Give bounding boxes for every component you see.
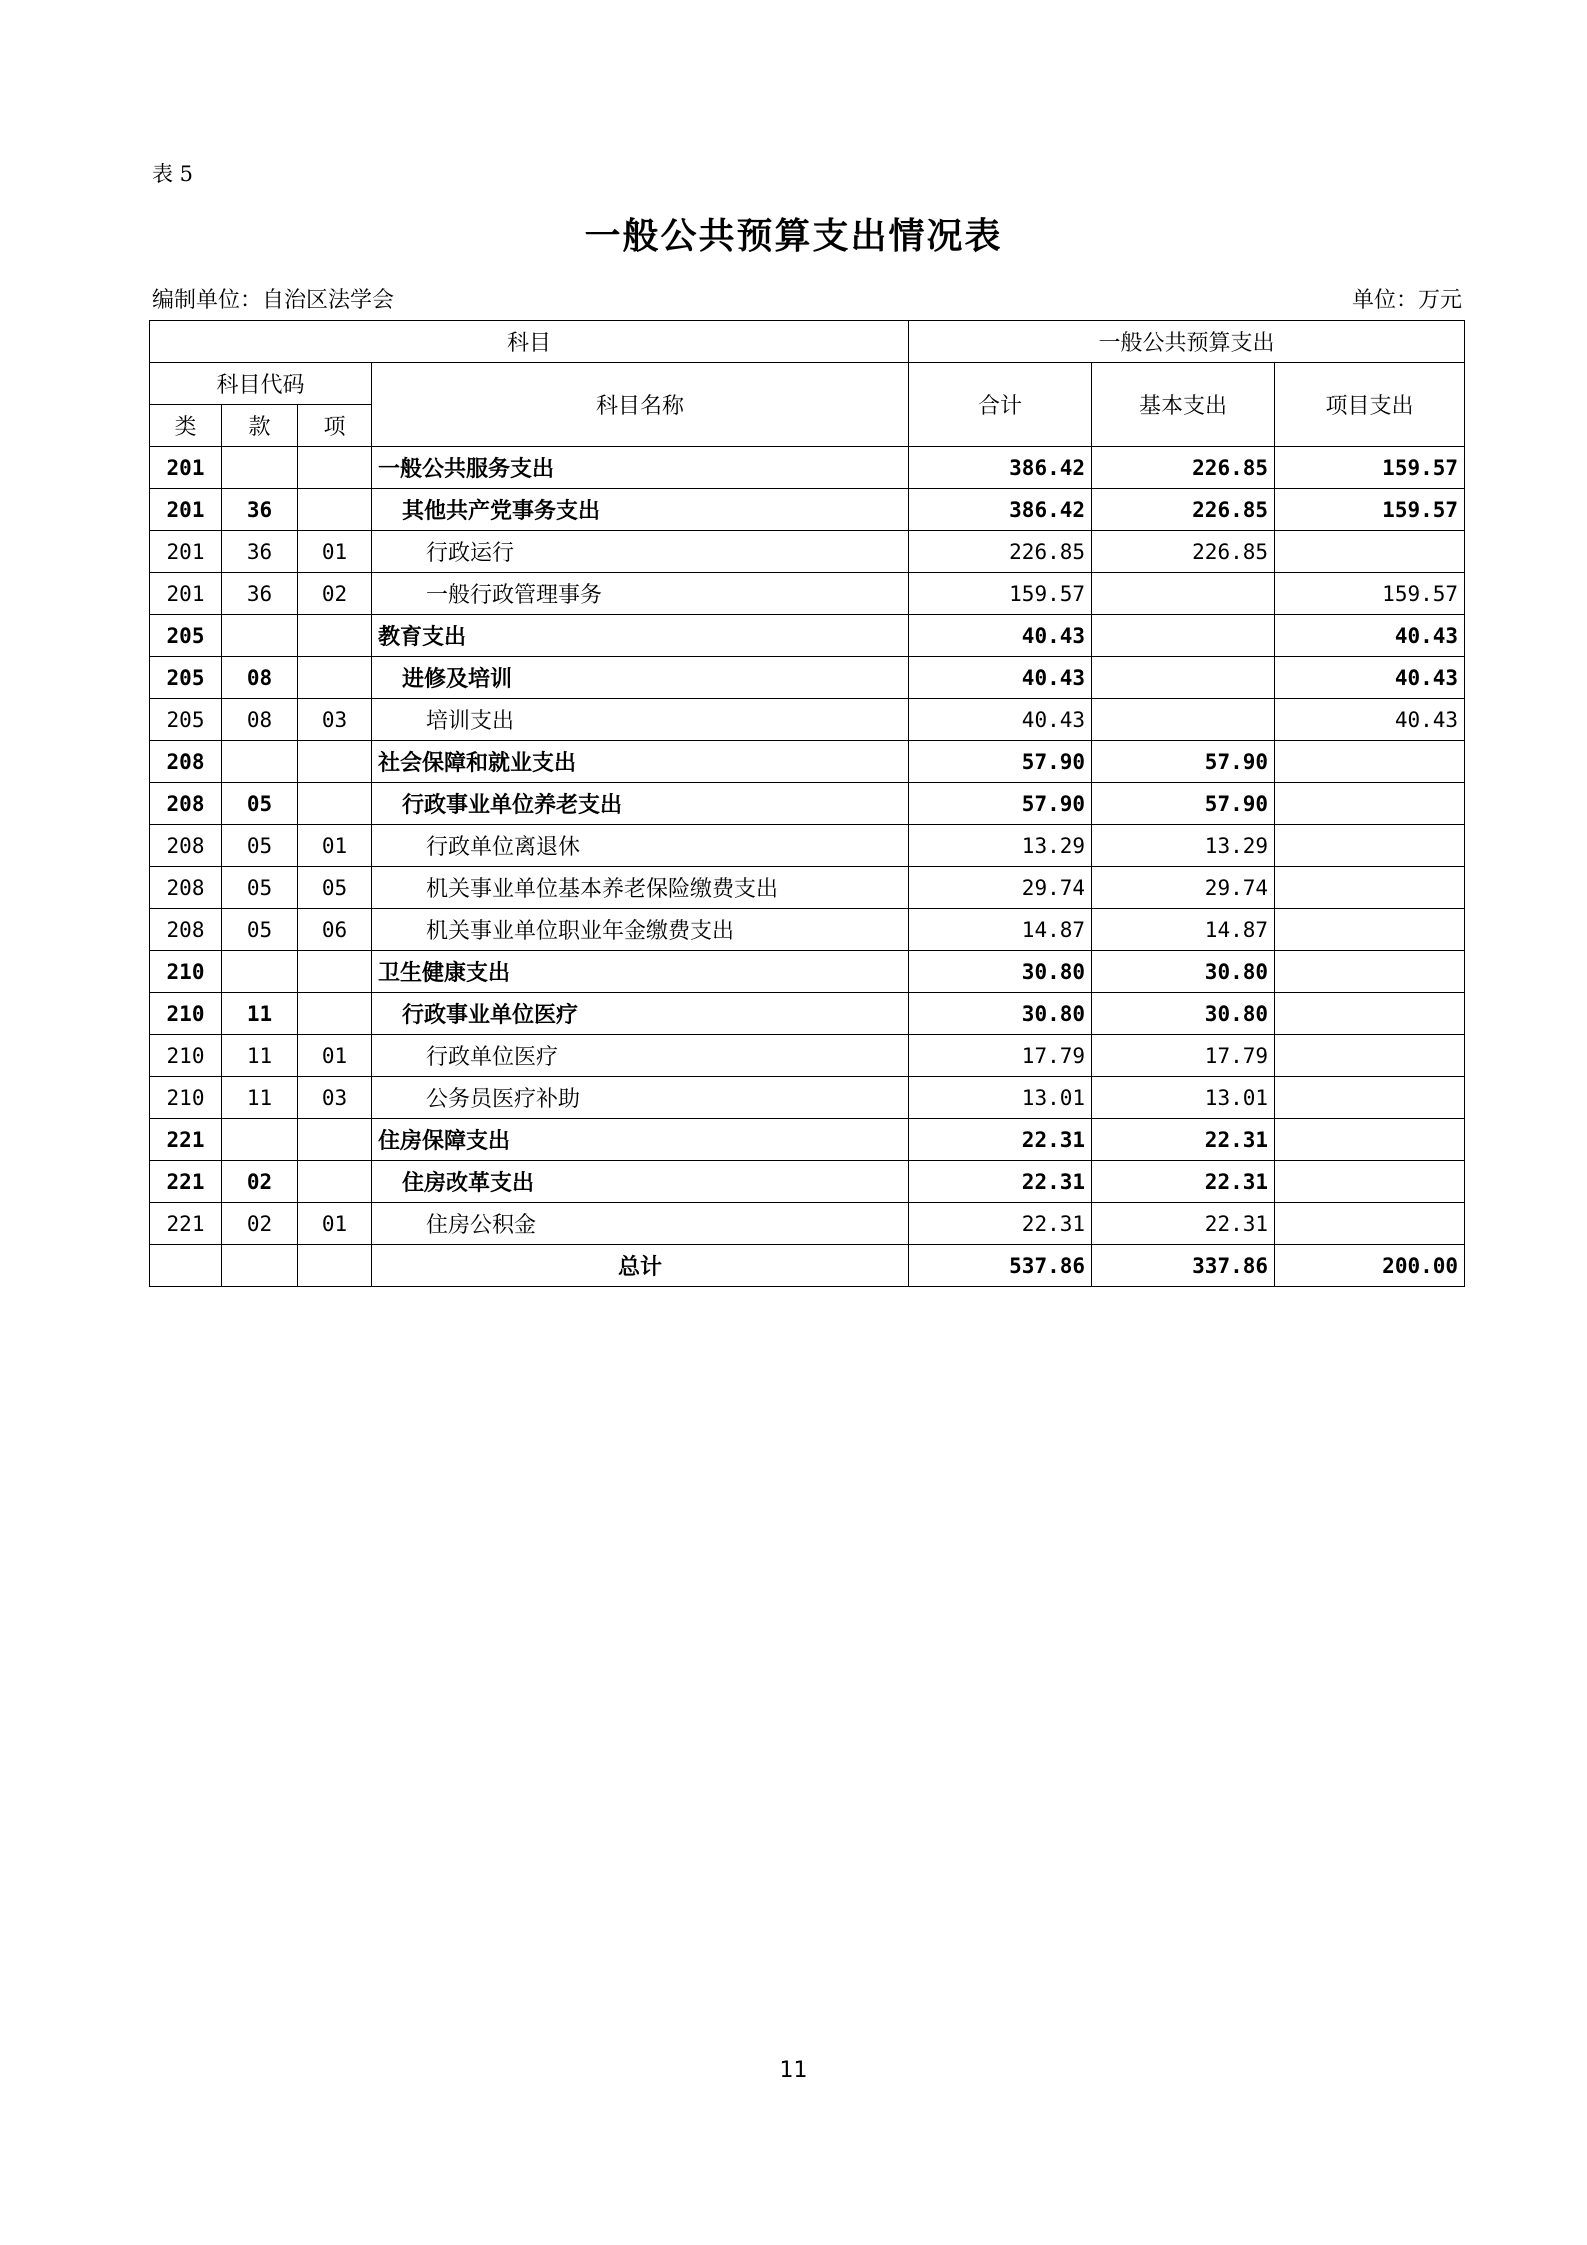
cell-total: 13.01 <box>909 1077 1092 1119</box>
unit-label: 单位：万元 <box>1351 288 1462 313</box>
cell-section-code <box>222 951 298 993</box>
cell-section-code: 02 <box>222 1203 298 1245</box>
cell-section-code: 08 <box>222 699 298 741</box>
cell-basic <box>1092 657 1275 699</box>
table-row <box>150 993 1465 1035</box>
cell-total: 40.43 <box>909 615 1092 657</box>
cell-project: 159.57 <box>1275 447 1465 489</box>
cell-item-code: 01 <box>298 1035 372 1077</box>
cell-project <box>1275 531 1465 573</box>
cell-subject-name: 机关事业单位基本养老保险缴费支出 <box>372 867 909 909</box>
cell-total: 57.90 <box>909 783 1092 825</box>
header-row-2 <box>150 363 1465 405</box>
cell-subject-name: 进修及培训 <box>372 657 909 699</box>
cell-project: 40.43 <box>1275 699 1465 741</box>
cell-total: 13.29 <box>909 825 1092 867</box>
cell-subject-name: 其他共产党事务支出 <box>372 489 909 531</box>
cell-basic: 14.87 <box>1092 909 1275 951</box>
cell-section-code: 36 <box>222 573 298 615</box>
table-row <box>150 867 1465 909</box>
cell-section-code: 08 <box>222 657 298 699</box>
header-total: 合计 <box>909 363 1092 447</box>
cell-project <box>1275 1035 1465 1077</box>
cell-total: 226.85 <box>909 531 1092 573</box>
cell-class-code: 210 <box>150 1077 222 1119</box>
table-row <box>150 699 1465 741</box>
cell-section-code <box>222 615 298 657</box>
table-row <box>150 951 1465 993</box>
cell-project <box>1275 993 1465 1035</box>
cell-class-code: 208 <box>150 909 222 951</box>
cell-item-code <box>298 1245 372 1287</box>
cell-item-code: 01 <box>298 825 372 867</box>
table-body <box>150 321 1465 1287</box>
table-row <box>150 657 1465 699</box>
header-subject-code: 科目代码 <box>150 363 372 405</box>
cell-class-code <box>150 1245 222 1287</box>
cell-project <box>1275 951 1465 993</box>
cell-section-code: 11 <box>222 993 298 1035</box>
cell-total: 40.43 <box>909 657 1092 699</box>
cell-basic <box>1092 573 1275 615</box>
table-row <box>150 783 1465 825</box>
cell-class-code: 208 <box>150 825 222 867</box>
cell-item-code <box>298 447 372 489</box>
cell-class-code: 208 <box>150 741 222 783</box>
cell-section-code: 36 <box>222 489 298 531</box>
cell-subject-name: 公务员医疗补助 <box>372 1077 909 1119</box>
page-title: 一般公共预算支出情况表 <box>584 215 1003 257</box>
grand-total-label: 总计 <box>372 1245 909 1287</box>
cell-subject-name: 住房公积金 <box>372 1203 909 1245</box>
cell-total: 57.90 <box>909 741 1092 783</box>
cell-basic <box>1092 615 1275 657</box>
cell-total: 386.42 <box>909 489 1092 531</box>
cell-project <box>1275 1161 1465 1203</box>
cell-item-code <box>298 1161 372 1203</box>
header-subject-name: 科目名称 <box>372 363 909 447</box>
cell-project: 159.57 <box>1275 573 1465 615</box>
header-subject: 科目 <box>150 321 909 363</box>
table-row <box>150 1203 1465 1245</box>
cell-section-code: 05 <box>222 867 298 909</box>
table-row <box>150 741 1465 783</box>
header-expenditure: 一般公共预算支出 <box>909 321 1465 363</box>
cell-basic: 57.90 <box>1092 783 1275 825</box>
cell-subject-name: 一般公共服务支出 <box>372 447 909 489</box>
table-row <box>150 909 1465 951</box>
table-row <box>150 489 1465 531</box>
cell-basic: 22.31 <box>1092 1161 1275 1203</box>
header-row-1 <box>150 321 1465 363</box>
cell-item-code: 01 <box>298 531 372 573</box>
cell-subject-name: 卫生健康支出 <box>372 951 909 993</box>
cell-section-code: 02 <box>222 1161 298 1203</box>
cell-total: 14.87 <box>909 909 1092 951</box>
table-row <box>150 1119 1465 1161</box>
cell-basic: 29.74 <box>1092 867 1275 909</box>
header-section: 款 <box>222 405 298 447</box>
cell-basic: 22.31 <box>1092 1119 1275 1161</box>
budget-table <box>149 320 1465 1287</box>
cell-project <box>1275 909 1465 951</box>
cell-subject-name: 行政事业单位医疗 <box>372 993 909 1035</box>
cell-section-code: 05 <box>222 825 298 867</box>
cell-class-code: 201 <box>150 573 222 615</box>
cell-total: 22.31 <box>909 1161 1092 1203</box>
cell-section-code <box>222 1245 298 1287</box>
header-item: 项 <box>298 405 372 447</box>
cell-item-code <box>298 951 372 993</box>
cell-class-code: 205 <box>150 657 222 699</box>
cell-total: 30.80 <box>909 993 1092 1035</box>
grand-total-row <box>150 1245 1465 1287</box>
cell-project <box>1275 1077 1465 1119</box>
cell-subject-name: 行政运行 <box>372 531 909 573</box>
cell-class-code: 205 <box>150 699 222 741</box>
table-row <box>150 531 1465 573</box>
cell-item-code: 06 <box>298 909 372 951</box>
cell-basic <box>1092 699 1275 741</box>
cell-item-code <box>298 783 372 825</box>
cell-section-code: 05 <box>222 783 298 825</box>
cell-class-code: 208 <box>150 783 222 825</box>
cell-subject-name: 住房改革支出 <box>372 1161 909 1203</box>
cell-total: 29.74 <box>909 867 1092 909</box>
cell-item-code <box>298 1119 372 1161</box>
cell-item-code <box>298 993 372 1035</box>
cell-subject-name: 一般行政管理事务 <box>372 573 909 615</box>
cell-basic: 57.90 <box>1092 741 1275 783</box>
cell-subject-name: 教育支出 <box>372 615 909 657</box>
grand-total-basic: 337.86 <box>1092 1245 1275 1287</box>
cell-item-code: 05 <box>298 867 372 909</box>
cell-section-code: 11 <box>222 1035 298 1077</box>
cell-project <box>1275 867 1465 909</box>
cell-project <box>1275 825 1465 867</box>
cell-total: 30.80 <box>909 951 1092 993</box>
cell-project: 40.43 <box>1275 657 1465 699</box>
cell-subject-name: 住房保障支出 <box>372 1119 909 1161</box>
cell-item-code: 01 <box>298 1203 372 1245</box>
cell-project <box>1275 1119 1465 1161</box>
header-project: 项目支出 <box>1275 363 1465 447</box>
cell-class-code: 210 <box>150 951 222 993</box>
cell-section-code: 11 <box>222 1077 298 1119</box>
cell-class-code: 201 <box>150 531 222 573</box>
cell-item-code <box>298 615 372 657</box>
table-row <box>150 1035 1465 1077</box>
cell-section-code: 36 <box>222 531 298 573</box>
cell-total: 40.43 <box>909 699 1092 741</box>
cell-basic: 226.85 <box>1092 489 1275 531</box>
cell-section-code <box>222 741 298 783</box>
table-row <box>150 825 1465 867</box>
cell-project <box>1275 783 1465 825</box>
cell-total: 386.42 <box>909 447 1092 489</box>
cell-subject-name: 机关事业单位职业年金缴费支出 <box>372 909 909 951</box>
table-number-label: 表 5 <box>152 162 194 186</box>
cell-total: 22.31 <box>909 1119 1092 1161</box>
cell-class-code: 221 <box>150 1161 222 1203</box>
cell-project <box>1275 1203 1465 1245</box>
cell-project: 159.57 <box>1275 489 1465 531</box>
cell-basic: 13.29 <box>1092 825 1275 867</box>
cell-basic: 13.01 <box>1092 1077 1275 1119</box>
cell-subject-name: 社会保障和就业支出 <box>372 741 909 783</box>
cell-class-code: 210 <box>150 993 222 1035</box>
page-number: 11 <box>779 2058 808 2083</box>
cell-basic: 226.85 <box>1092 531 1275 573</box>
cell-project: 40.43 <box>1275 615 1465 657</box>
grand-total-total: 537.86 <box>909 1245 1092 1287</box>
cell-class-code: 221 <box>150 1203 222 1245</box>
cell-class-code: 205 <box>150 615 222 657</box>
header-class: 类 <box>150 405 222 447</box>
organization-label: 编制单位：自治区法学会 <box>152 288 395 313</box>
cell-basic: 30.80 <box>1092 951 1275 993</box>
cell-total: 22.31 <box>909 1203 1092 1245</box>
header-basic: 基本支出 <box>1092 363 1275 447</box>
cell-basic: 30.80 <box>1092 993 1275 1035</box>
cell-subject-name: 培训支出 <box>372 699 909 741</box>
cell-class-code: 201 <box>150 489 222 531</box>
cell-item-code: 02 <box>298 573 372 615</box>
cell-item-code: 03 <box>298 699 372 741</box>
table-row <box>150 615 1465 657</box>
table-row <box>150 1161 1465 1203</box>
cell-total: 159.57 <box>909 573 1092 615</box>
cell-subject-name: 行政事业单位养老支出 <box>372 783 909 825</box>
cell-item-code <box>298 657 372 699</box>
cell-subject-name: 行政单位离退休 <box>372 825 909 867</box>
cell-subject-name: 行政单位医疗 <box>372 1035 909 1077</box>
cell-project <box>1275 741 1465 783</box>
cell-section-code <box>222 447 298 489</box>
cell-item-code <box>298 741 372 783</box>
cell-item-code <box>298 489 372 531</box>
cell-section-code <box>222 1119 298 1161</box>
grand-total-project: 200.00 <box>1275 1245 1465 1287</box>
cell-class-code: 210 <box>150 1035 222 1077</box>
cell-class-code: 208 <box>150 867 222 909</box>
cell-basic: 22.31 <box>1092 1203 1275 1245</box>
cell-total: 17.79 <box>909 1035 1092 1077</box>
cell-section-code: 05 <box>222 909 298 951</box>
table-row <box>150 447 1465 489</box>
cell-class-code: 221 <box>150 1119 222 1161</box>
table-row <box>150 573 1465 615</box>
cell-class-code: 201 <box>150 447 222 489</box>
table-row <box>150 1077 1465 1119</box>
cell-basic: 226.85 <box>1092 447 1275 489</box>
cell-item-code: 03 <box>298 1077 372 1119</box>
cell-basic: 17.79 <box>1092 1035 1275 1077</box>
